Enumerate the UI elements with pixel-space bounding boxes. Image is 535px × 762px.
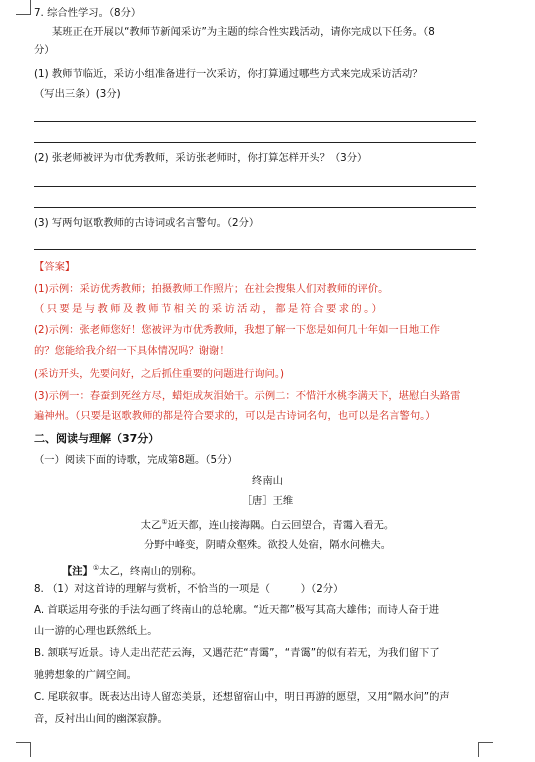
poem-note: 【注】①太乙，终南山的别称。 <box>62 564 203 578</box>
crop-mark-bottom-right <box>478 742 493 757</box>
section-title: 二、阅读与理解（37分） <box>34 432 160 445</box>
answer-line <box>34 142 476 143</box>
q7-title: 7. 综合性学习。（8分） <box>34 7 142 19</box>
crop-mark-bottom-left <box>16 742 31 757</box>
answer-line <box>34 207 476 208</box>
q8-option-a-cont: 山一游的心理也跃然纸上。 <box>34 625 158 637</box>
answer-line <box>34 249 476 250</box>
poem-line-1: 太乙①近天都，连山接海隅。白云回望合，青霭入看无。 <box>140 518 395 532</box>
answer-2: (2)示例：张老师您好！您被评为市优秀教师，我想了解一下您是如何几十年如一日地工作 <box>34 324 440 336</box>
q7-intro: 某班正在开展以“教师节新闻采访”为主题的综合性实践活动，请你完成以下任务。（8 <box>52 26 435 38</box>
q8-stem: 8. （1）对这首诗的理解与赏析，不恰当的一项是（ ）（2分） <box>34 583 344 595</box>
answer-3: (3)示例一：春蚕到死丝方尽，蜡炬成灰泪始干。示例二：不惜汗水桃李满天下，堪慰白头路雷 <box>34 390 461 402</box>
q8-option-c: C. 尾联叙事。既表达出诗人留恋美景，还想留宿山中，明日再游的愿望，又用“隔水问”的声 <box>34 691 450 703</box>
q7-sub2: (2) 张老师被评为市优秀教师，采访张老师时，你打算怎样开头？（3分） <box>34 152 368 164</box>
q8-option-c-cont: 音，反衬出山间的幽深寂静。 <box>34 713 168 725</box>
answer-label: 【答案】 <box>34 261 76 273</box>
answer-line <box>34 121 476 122</box>
answer-1-note: （只要是与教师及教师节相关的采访活动，都是符合要求的。） <box>34 303 385 315</box>
q8-option-b: B. 颔联写近景。诗人走出茫茫云海，又遇茫茫“青霭”，“青霭”的似有若无，为我们留下了 <box>34 647 440 659</box>
answer-2-note: (采访开头，先要问好，之后抓住重要的问题进行询问。) <box>34 368 285 380</box>
q7-intro-cont: 分） <box>34 44 55 56</box>
q7-sub1: (1) 教师节临近，采访小组准备进行一次采访，你打算通过哪些方式来完成采访活动？ <box>34 68 423 80</box>
q8-option-b-cont: 驰骋想象的广阔空间。 <box>34 669 137 681</box>
poem-title: 终南山 <box>252 475 283 487</box>
answer-3-cont: 遍神州。（只要是讴歌教师的都是符合要求的，可以是古诗词名句，也可以是名言警句。） <box>34 410 436 422</box>
reading-part-instructions: （一）阅读下面的诗歌，完成第8题。（5分） <box>34 454 238 466</box>
q7-sub1-cont: （写出三条）(3分) <box>34 88 121 100</box>
answer-1: (1)示例：采访优秀教师；拍摄教师工作照片；在社会搜集人们对教师的评价。 <box>34 283 389 295</box>
poem-author: ［唐］王维 <box>241 495 294 507</box>
crop-mark-top-left <box>16 0 31 15</box>
answer-line <box>34 186 476 187</box>
poem-line-2: 分野中峰变，阴晴众壑殊。欲投人处宿，隔水问樵夫。 <box>143 539 392 551</box>
q8-option-a: A. 首联运用夸张的手法勾画了终南山的总轮廓。“近天都”极写其高大雄伟；而诗人奋于进 <box>34 604 440 616</box>
q7-sub3: (3) 写两句讴歌教师的古诗词或名言警句。（2分） <box>34 217 260 229</box>
answer-2-cont: 的？您能给我介绍一下具体情况吗？谢谢！ <box>34 345 230 357</box>
